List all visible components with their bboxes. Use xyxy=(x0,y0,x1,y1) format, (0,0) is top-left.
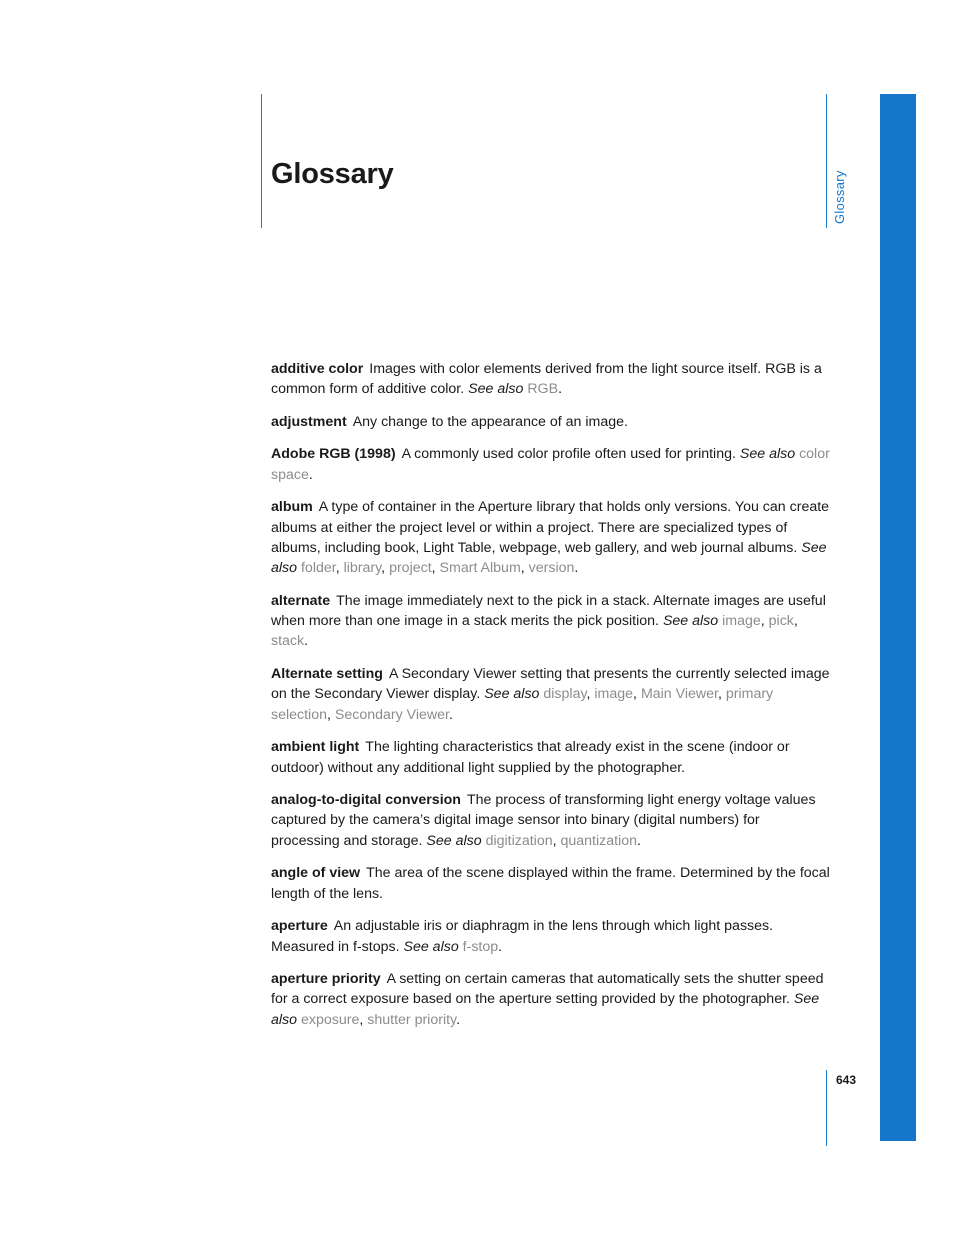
cross-reference-link[interactable]: stack xyxy=(271,633,305,650)
glossary-entry: alternate The image immediately next to the pick in a stack. Alternate images are useful when more than one image in a stack merits the pick position. See also image, pick, stack. xyxy=(271,592,826,650)
cross-reference-link[interactable]: image xyxy=(594,686,634,703)
glossary-term: alternate xyxy=(271,592,331,609)
cross-reference-link[interactable]: RGB xyxy=(527,381,559,398)
cross-reference-link[interactable]: version xyxy=(528,560,575,577)
see-also-label: See also xyxy=(271,991,820,1028)
cross-reference-link[interactable]: f-stop xyxy=(462,938,499,955)
glossary-entries xyxy=(271,359,831,1042)
glossary-term: additive color xyxy=(271,361,364,377)
cross-reference-link[interactable]: shutter priority xyxy=(367,1011,457,1028)
see-also-label: See also xyxy=(662,613,719,630)
side-rule-bottom xyxy=(826,1070,827,1146)
glossary-definition: Any change to the appearance of an image. xyxy=(352,413,628,430)
title-rule xyxy=(261,94,262,228)
glossary-term: ambient light xyxy=(271,739,360,756)
cross-reference-link[interactable]: Secondary Viewer xyxy=(334,706,449,723)
glossary-definition: An adjustable iris or diaphragm in the lens through which light passes. Measured in f-stops. xyxy=(271,918,774,955)
glossary-term: adjustment xyxy=(271,413,347,430)
cross-reference-link[interactable]: digitization xyxy=(485,832,553,849)
glossary-term: Alternate setting xyxy=(271,666,383,683)
cross-reference-link[interactable]: library xyxy=(343,560,382,577)
cross-reference-link[interactable]: folder xyxy=(300,560,336,577)
cross-reference-link[interactable]: exposure xyxy=(300,1011,360,1028)
chapter-tab xyxy=(880,94,916,1141)
side-chapter-label: Glossary xyxy=(832,170,847,224)
glossary-entry: Adobe RGB (1998) A commonly used color profile often used for printing. See also color space. xyxy=(271,446,830,483)
cross-reference-link[interactable]: color space xyxy=(271,446,830,483)
glossary-entry: additive color Images with color elements derived from the light source itself. RGB is a common form of additive color. See also RGB. xyxy=(271,361,822,398)
page-title: Glossary xyxy=(271,158,394,190)
see-also-label: See also xyxy=(468,381,524,398)
glossary-entry xyxy=(271,737,831,778)
cross-reference-link[interactable]: Smart Album xyxy=(439,560,521,577)
glossary-entry: analog-to-digital conversion The process of transforming light energy voltage values captured by the camera’s digital image sensor into binary (digital numbers) for processing and storage. See also digitization, quantization. xyxy=(271,792,816,849)
glossary-term: analog-to-digital conversion xyxy=(271,792,461,809)
cross-reference-link[interactable]: project xyxy=(389,560,432,577)
glossary-entry xyxy=(271,412,831,432)
see-also-label: See also xyxy=(403,938,459,955)
page-number: 643 xyxy=(836,1073,857,1087)
glossary-term: aperture priority xyxy=(271,971,381,988)
glossary-definition: The lighting characteristics that already exist in the scene (indoor or outdoor) without any additional light supplied by the photographer. xyxy=(271,739,790,776)
cross-reference-link[interactable]: display xyxy=(543,686,587,703)
glossary-term: angle of view xyxy=(271,865,361,882)
glossary-definition: Images with color elements derived from the light source itself. RGB is a common form of additive color. xyxy=(271,361,822,398)
glossary-definition: A type of container in the Aperture library that holds only versions. You can create albums at either the project level or within a project. There are specialized types of albums, including book, Light Table, webpage, web gallery, and web journal albums. xyxy=(271,499,830,556)
cross-reference-link[interactable]: quantization xyxy=(560,832,638,849)
glossary-definition: The process of transforming light energy voltage values captured by the camera’s digital image sensor into binary (digital numbers) for processing and storage. xyxy=(271,792,816,849)
glossary-entry: Alternate setting A Secondary Viewer setting that presents the currently selected image on the Secondary Viewer display. See also display, image, Main Viewer, primary selection, Secondary Viewer. xyxy=(271,666,830,723)
see-also-label: See also xyxy=(426,832,482,849)
glossary-term: aperture xyxy=(271,918,328,935)
glossary-definition: A Secondary Viewer setting that presents the currently selected image on the Secondary Viewer display. xyxy=(271,666,830,703)
glossary-definition: The area of the scene displayed within the frame. Determined by the focal length of the lens. xyxy=(271,865,830,902)
see-also-label: See also xyxy=(739,446,796,463)
glossary-definition: The image immediately next to the pick in a stack. Alternate images are useful when more than one image in a stack merits the pick position. xyxy=(271,592,826,630)
glossary-entry: aperture An adjustable iris or diaphragm in the lens through which light passes. Measured in f-stops. See also f-stop. xyxy=(271,918,774,955)
cross-reference-link[interactable]: Main Viewer xyxy=(640,686,718,703)
see-also-label: See also xyxy=(484,686,540,703)
glossary-term: Adobe RGB (1998) xyxy=(271,446,396,463)
glossary-entry xyxy=(271,863,831,904)
cross-reference-link[interactable]: primary selection xyxy=(271,686,774,723)
glossary-definition: A commonly used color profile often used for printing. xyxy=(401,446,736,463)
glossary-entry: aperture priority A setting on certain cameras that automatically sets the shutter speed for a correct exposure based on the aperture setting provided by the photographer. See also exposure, shutter priority. xyxy=(271,971,824,1028)
glossary-definition: A setting on certain cameras that automatically sets the shutter speed for a correct exposure based on the aperture setting provided by the photographer. xyxy=(271,971,824,1008)
cross-reference-link[interactable]: pick xyxy=(768,613,794,630)
glossary-term: album xyxy=(271,499,313,516)
side-rule-top xyxy=(826,94,827,228)
see-also-label: See also xyxy=(271,539,827,577)
cross-reference-link[interactable]: image xyxy=(722,613,761,630)
glossary-entry: album A type of container in the Aperture library that holds only versions. You can create albums at either the project level or within a project. There are specialized types of albums, including book, Light Table, webpage, web gallery, and web journal albums. See also folder, library, project, Smart Album, version. xyxy=(271,499,830,577)
